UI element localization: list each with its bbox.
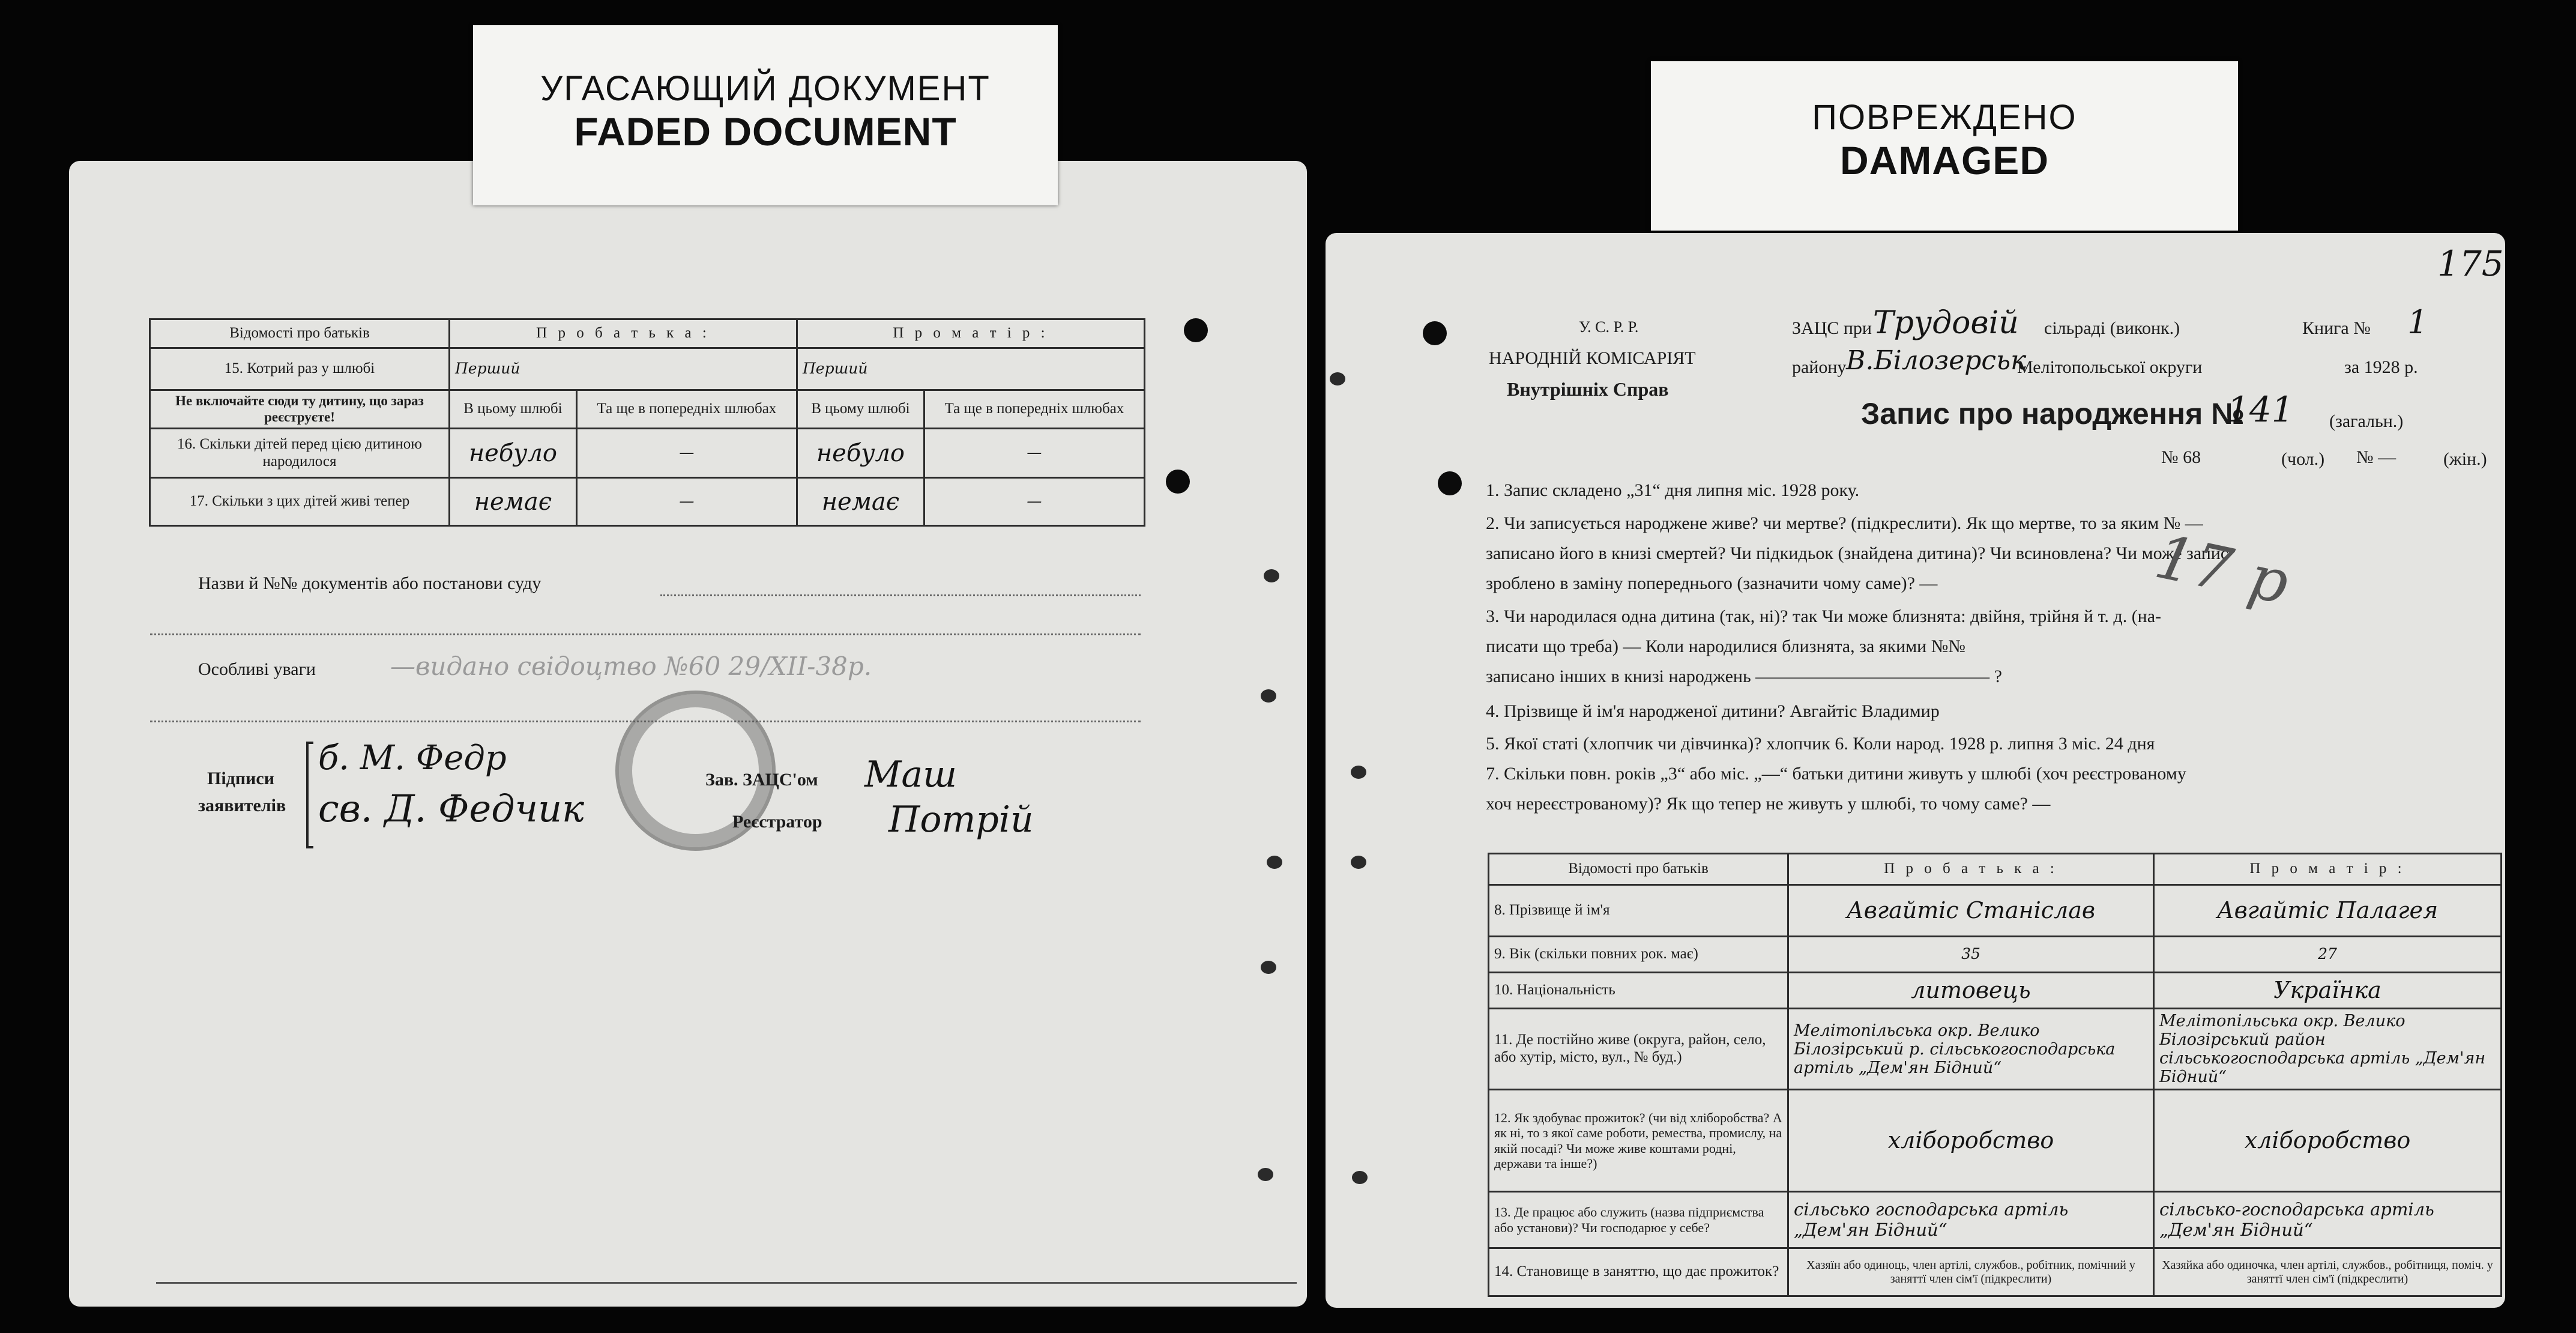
damaged-label-en: DAMAGED — [1840, 138, 2049, 183]
hole-mark — [1261, 689, 1276, 703]
book-value: 1 — [2407, 303, 2428, 341]
damaged-document-label — [1651, 61, 2238, 231]
row10-label: 10. Національність — [1489, 973, 1788, 1009]
row15-label: 15. Котрий раз у шлюбі — [150, 348, 450, 390]
hole-mark — [1351, 856, 1366, 869]
zats-label: ЗАЦС при — [1792, 318, 1872, 338]
faded-label-ru: УГАСАЮЩИЙ ДОКУМЕНТ — [540, 69, 991, 108]
record-title: Запис про народження № — [1861, 397, 2245, 431]
row14-father: Хазяїн або одиноць, член артілі, службов., робітник, помічний у заняттї член сім'ї (підкреслити) — [1788, 1248, 2154, 1296]
signature-bracket — [306, 742, 313, 848]
header-internal-affairs: Внутрішніх Справ — [1507, 378, 1669, 400]
documents-line — [660, 594, 1141, 596]
row16-mother-2: — — [924, 429, 1144, 478]
district-suffix: Мелітопольської округи — [2017, 357, 2203, 377]
faded-document-label — [473, 25, 1058, 205]
row13-father: сільсько господарська артіль „Дем'ян Бідний“ — [1788, 1192, 2154, 1248]
q7-line2: хоч нереєстрованому)? Як що тепер не живуть у шлюбі, то чому саме? — — [1486, 794, 2051, 814]
row12-father: хліборобство — [1788, 1090, 2154, 1192]
q2-line1: 2. Чи записується народжене живе? чи мертве? (підкреслити). Як що мертве, то за яким № — — [1486, 513, 2203, 533]
damaged-label-ru: ПОВРЕЖДЕНО — [1812, 98, 2077, 137]
district-value: В.Білозерськ — [1846, 345, 2027, 376]
book-label: Книга № — [2302, 318, 2371, 338]
q2-line3: зроблено в заміну попереднього (зазначити чому саме)? — — [1486, 573, 1938, 593]
row13-label: 13. Де працює або служить (назва підприємства або установи)? Чи господарює у себе? — [1489, 1192, 1788, 1248]
binding-hole — [1184, 318, 1208, 342]
signatures-label-2: заявителів — [198, 796, 286, 815]
faded-label-en: FADED DOCUMENT — [574, 109, 957, 154]
row13-mother: сільсько-господарська артіль „Дем'ян Бідний“ — [2154, 1192, 2502, 1248]
row15-mother: Перший — [797, 348, 1144, 390]
row16-mother-1: небуло — [797, 429, 924, 478]
row17-mother-1: немає — [797, 478, 924, 526]
q5-q6: 5. Якої статі (хлопчик чи дівчинка)? хлопчик 6. Коли народ. 1928 р. липня 3 міс. 24 дня — [1486, 734, 2155, 754]
q3-line3: записано інших в книзі народжень ————————————— ? — [1486, 666, 2002, 686]
row11-label: 11. Де постійно живе (округа, район, село, або хутір, місто, вул., № буд.) — [1489, 1009, 1788, 1090]
hole-mark — [1258, 1168, 1273, 1181]
col-header-father: П р о б а т ь к а : — [1788, 854, 2154, 885]
district-label: району — [1792, 357, 1847, 377]
header-commissariat: НАРОДНІЙ КОМІСАРІЯТ — [1489, 348, 1696, 368]
q3-line2: писати що треба) — Коли народилися близнята, за якими №№ — [1486, 636, 1965, 656]
signature-2: св. Д. Федчик — [318, 787, 585, 830]
registrar-signature: Потрій — [888, 799, 1034, 841]
row11-father: Мелітопільська окр. Велико Білозірський р. сільськогосподарська артіль „Дем'ян Бідний“ — [1788, 1009, 2154, 1090]
sub-header-prev-2: Та ще в попередніх шлюбах — [924, 390, 1144, 429]
hole-mark — [1330, 372, 1345, 385]
row11-mother: Мелітопільська окр. Велико Білозірський район сільськогосподарська артіль „Дем'ян Бідний“ — [2154, 1009, 2502, 1090]
q2-line2: записано його в книзі смертей? Чи підкидьок (знайдена дитина)? Чи всиновлена? Чи може запис — [1486, 543, 2229, 563]
row14-label: 14. Становище в заняттю, що дає прожиток? — [1489, 1248, 1788, 1296]
sub-header-in-marriage: В цьому шлюбі — [450, 390, 577, 429]
row17-mother-2: — — [924, 478, 1144, 526]
male-label: (чол.) — [2281, 449, 2325, 469]
special-notes-label: Особливі уваги — [198, 659, 316, 679]
record-number: 141 — [2227, 389, 2294, 430]
zats-suffix: сільраді (виконк.) — [2044, 318, 2180, 338]
hole-mark — [1261, 961, 1276, 974]
zats-value: Трудовій — [1873, 305, 2019, 341]
hole-mark — [1352, 1171, 1368, 1184]
row-note: Не включайте сюди ту дитину, що зараз реєструєте! — [150, 390, 450, 429]
margin-annotation: 17 р — [2149, 521, 2295, 618]
col-header-mother: П р о м а т і р : — [797, 319, 1144, 348]
row9-mother: 27 — [2154, 937, 2502, 973]
row8-father: Авгайтіс Станіслав — [1788, 885, 2154, 937]
hole-mark — [1264, 569, 1279, 582]
row8-mother: Авгайтіс Палагея — [2154, 885, 2502, 937]
row16-father-1: небуло — [450, 429, 577, 478]
documents-line-2 — [150, 633, 1141, 635]
col-header-mother: П р о м а т і р : — [2154, 854, 2502, 885]
right-parents-table — [1488, 853, 2502, 1297]
row12-mother: хліборобство — [2154, 1090, 2502, 1192]
q3-line1: 3. Чи народилася одна дитина (так, ні)? так Чи може близнята: двійня, трійня й т. д. (на- — [1486, 606, 2162, 626]
q1: 1. Запис складено „31“ дня липня міс. 1928 року. — [1486, 480, 1860, 500]
record-number-suffix: (загальн.) — [2329, 411, 2404, 431]
row17-father-1: немає — [450, 478, 577, 526]
left-bottom-rule — [156, 1282, 1297, 1284]
row9-father: 35 — [1788, 937, 2154, 973]
row17-father-2: — — [576, 478, 797, 526]
signature-1: б. М. Федр — [318, 739, 507, 778]
year-label: за 1928 р. — [2344, 357, 2418, 377]
col-header-father: П р о б а т ь к а : — [450, 319, 797, 348]
q7-line1: 7. Скільки повн. років „3“ або міс. „—“ батьки дитини живуть у шлюбі (хоч реєстрованому — [1486, 764, 2186, 784]
row12-label: 12. Як здобуває прожиток? (чи від хліборобства? А як ні, то з якої саме роботи, ремества, промислу, на якій посаді? Чи може живе коштами родні, держави та інше?) — [1489, 1090, 1788, 1192]
q4: 4. Прізвище й ім'я народженої дитини? Авгайтіс Владимир — [1486, 701, 1940, 721]
row16-father-2: — — [576, 429, 797, 478]
page-number: 175 — [2437, 243, 2504, 284]
head-label: Зав. ЗАЦС'ом — [705, 770, 818, 790]
sub-header-prev: Та ще в попередніх шлюбах — [576, 390, 797, 429]
row8-label: 8. Прізвище й ім'я — [1489, 885, 1788, 937]
hole-mark — [1267, 856, 1282, 869]
female-label: (жін.) — [2443, 449, 2487, 469]
row10-father: литовець — [1788, 973, 2154, 1009]
col-header-info: Відомості про батьків — [1489, 854, 1788, 885]
left-parents-table — [149, 318, 1145, 527]
male-number: № 68 — [2161, 447, 2201, 467]
binding-hole — [1423, 321, 1447, 345]
row16-label: 16. Скільки дітей перед цією дитиною народилося — [150, 429, 450, 478]
binding-hole — [1166, 470, 1190, 494]
binding-hole — [1438, 471, 1462, 495]
header-ussr: У. С. Р. Р. — [1579, 318, 1639, 336]
hole-mark — [1351, 766, 1366, 779]
sub-header-in-marriage-2: В цьому шлюбі — [797, 390, 924, 429]
row14-mother: Хазяйка або одиночка, член артілі, службов., робітниця, поміч. у заняттї член сім'ї (підкреслити) — [2154, 1248, 2502, 1296]
row9-label: 9. Вік (скільки повних рок. має) — [1489, 937, 1788, 973]
col-header-info: Відомості про батьків — [150, 319, 450, 348]
row15-father: Перший — [450, 348, 797, 390]
female-number: № — — [2356, 447, 2397, 467]
documents-label: Назви й №№ документів або постанови суду — [198, 573, 541, 593]
row17-label: 17. Скільки з цих дітей живі тепер — [150, 478, 450, 526]
row10-mother: Українка — [2154, 973, 2502, 1009]
signatures-label-1: Підписи — [207, 769, 275, 788]
special-notes-value: —видано свідоцтво №60 29/XII-38р. — [390, 651, 872, 681]
head-signature: Маш — [864, 754, 958, 796]
registrar-label: Реєстратор — [732, 812, 822, 832]
